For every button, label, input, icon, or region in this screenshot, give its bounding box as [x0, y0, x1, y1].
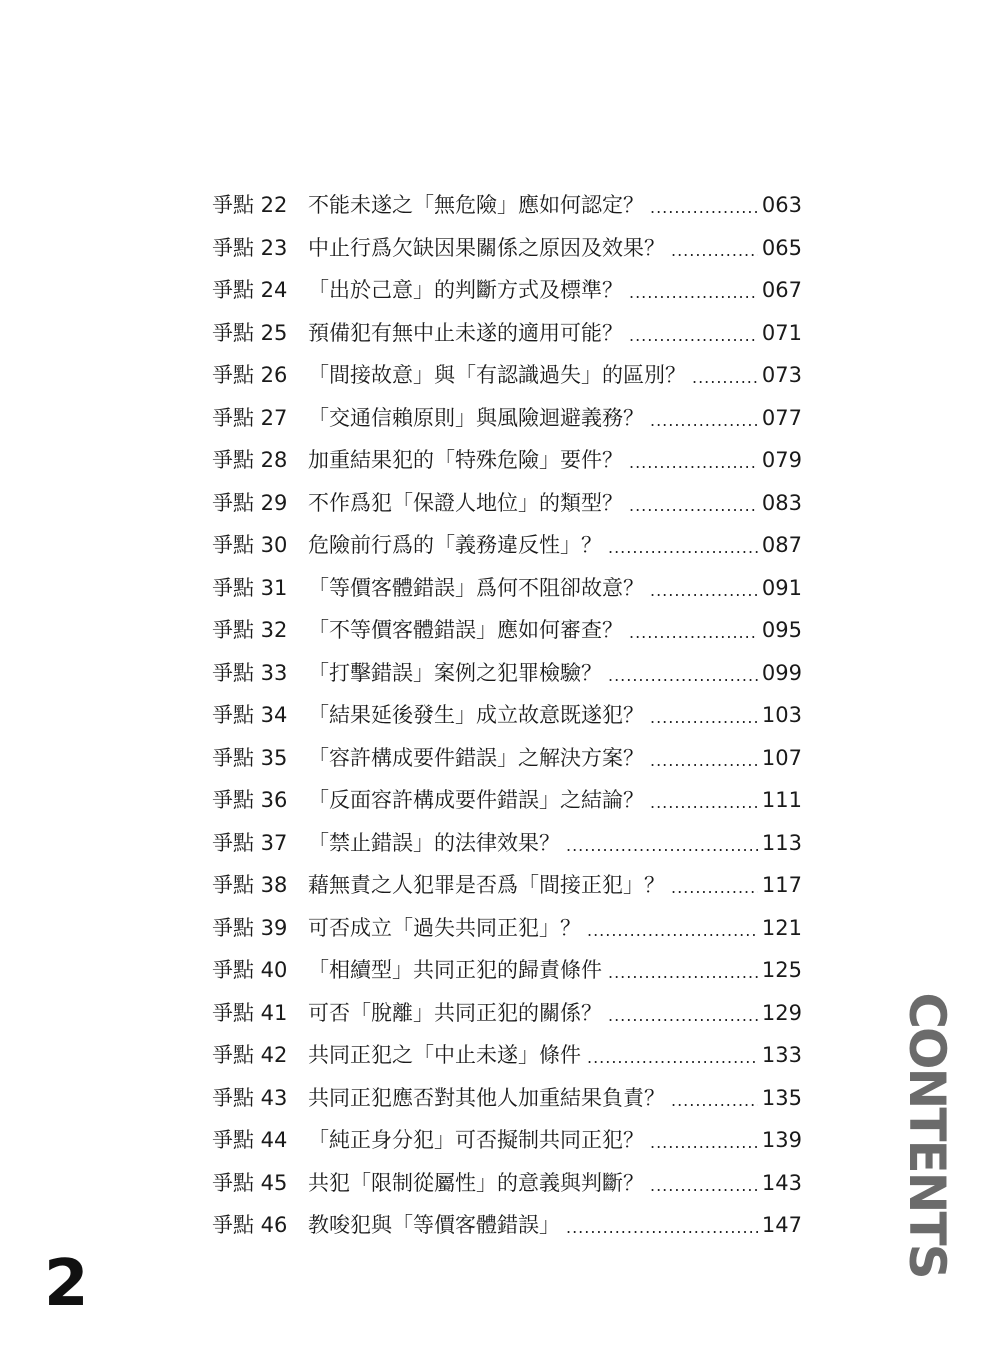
toc-entry-number: 爭點 34 [212, 703, 288, 727]
toc-entry-title: 「相續型」共同正犯的歸責條件 [308, 958, 602, 982]
toc-entry-page: 133 [761, 1043, 802, 1067]
toc-entry[interactable] [212, 567, 802, 610]
toc-entry-title: 不作爲犯「保證人地位」的類型？ [308, 490, 623, 515]
toc-leader-dots [587, 910, 758, 953]
toc-entry-title: 「出於己意」的判斷方式及標準？ [308, 278, 623, 302]
toc-entry-number: 爭點 33 [212, 660, 288, 685]
toc-entry-number: 爭點 31 [212, 575, 288, 600]
toc-entry-page: 135 [761, 1085, 802, 1110]
toc-leader-dots [692, 357, 758, 400]
toc-leader-dots [650, 187, 758, 230]
toc-entry-number: 爭點 30 [212, 533, 288, 557]
page-number: 2 [44, 1247, 89, 1321]
toc-entry[interactable] [212, 779, 802, 822]
toc-entry-page: 073 [761, 363, 802, 387]
toc-leader-dots [587, 1037, 758, 1080]
toc-entry-title: 不能未遂之「無危險」應如何認定？ [308, 193, 644, 217]
toc-entry[interactable] [212, 439, 802, 482]
toc-leader-dots [608, 995, 758, 1038]
toc-entry-number: 爭點 40 [212, 958, 288, 982]
toc-entry-page: 083 [761, 490, 802, 515]
toc-entry-title: 預備犯有無中止未遂的適用可能？ [308, 320, 623, 345]
toc-entry-title: 「容許構成要件錯誤」之解決方案？ [308, 745, 644, 770]
contents-side-label [897, 992, 957, 1278]
toc-entry[interactable] [212, 609, 802, 652]
toc-entry-page: 077 [761, 405, 802, 430]
toc-entry-number: 爭點 43 [212, 1085, 288, 1110]
toc-entry[interactable] [212, 269, 802, 312]
toc-entry-number: 爭點 39 [212, 915, 288, 940]
toc-entry[interactable] [212, 354, 802, 397]
toc-leader-dots [650, 1165, 758, 1208]
toc-leader-dots [608, 952, 758, 995]
toc-entry[interactable] [212, 992, 802, 1035]
toc-entry[interactable] [212, 949, 802, 992]
toc-entry-number: 爭點 32 [212, 618, 288, 642]
toc-leader-dots [650, 400, 758, 443]
toc-entry-page: 099 [761, 660, 802, 685]
toc-entry-title: 「不等價客體錯誤」應如何審查？ [308, 618, 623, 642]
toc-entry-number: 爭點 27 [212, 405, 288, 430]
toc-entry-page: 113 [761, 830, 802, 855]
toc-leader-dots [629, 272, 758, 315]
toc-entry-number: 爭點 26 [212, 363, 288, 387]
toc-entry-page: 121 [761, 915, 802, 940]
toc-leader-dots [650, 1122, 758, 1165]
toc-entry-page: 091 [761, 575, 802, 600]
toc-leader-dots [629, 485, 758, 528]
toc-leader-dots [608, 655, 758, 698]
toc-entry-title: 中止行爲欠缺因果關係之原因及效果？ [308, 235, 665, 260]
toc-entry-number: 爭點 22 [212, 193, 288, 217]
toc-entry[interactable] [212, 482, 802, 525]
toc-entry[interactable] [212, 1034, 802, 1077]
toc-entry-title: 「純正身分犯」可否擬制共同正犯？ [308, 1128, 644, 1152]
toc-entry-title: 「間接故意」與「有認識過失」的區別？ [308, 363, 686, 387]
toc-entry-title: 共犯「限制從屬性」的意義與判斷？ [308, 1170, 644, 1195]
toc-leader-dots [671, 1080, 758, 1123]
toc-leader-dots [629, 442, 758, 485]
toc-leader-dots [566, 1207, 758, 1250]
toc-entry-number: 爭點 28 [212, 448, 288, 472]
table-of-contents [212, 184, 802, 1247]
toc-entry-title: 教唆犯與「等價客體錯誤」 [308, 1213, 560, 1237]
toc-entry-title: 藉無責之人犯罪是否爲「間接正犯」？ [308, 873, 665, 897]
toc-entry[interactable] [212, 1204, 802, 1247]
toc-entry-title: 可否成立「過失共同正犯」？ [308, 915, 581, 940]
toc-leader-dots [629, 612, 758, 655]
toc-entry-page: 079 [761, 448, 802, 472]
toc-entry-title: 共同正犯應否對其他人加重結果負責？ [308, 1085, 665, 1110]
toc-entry-number: 爭點 35 [212, 745, 288, 770]
toc-entry-number: 爭點 41 [212, 1000, 288, 1025]
toc-entry-title: 共同正犯之「中止未遂」條件 [308, 1043, 581, 1067]
contents-side-label-text: CONTENTS [898, 992, 956, 1278]
toc-leader-dots [671, 867, 758, 910]
toc-entry-title: 「打擊錯誤」案例之犯罪檢驗？ [308, 660, 602, 685]
toc-entry-number: 爭點 24 [212, 278, 288, 302]
toc-entry[interactable] [212, 864, 802, 907]
toc-leader-dots [650, 782, 758, 825]
toc-entry-page: 139 [761, 1128, 802, 1152]
toc-entry-page: 095 [761, 618, 802, 642]
toc-entry-title: 「交通信賴原則」與風險迴避義務？ [308, 405, 644, 430]
toc-entry[interactable] [212, 1119, 802, 1162]
toc-entry-number: 爭點 42 [212, 1043, 288, 1067]
toc-entry-page: 147 [761, 1213, 802, 1237]
toc-leader-dots [650, 697, 758, 740]
toc-entry-page: 063 [761, 193, 802, 217]
toc-entry-page: 065 [761, 235, 802, 260]
toc-leader-dots [629, 315, 758, 358]
toc-entry-title: 危險前行爲的「義務違反性」？ [308, 533, 602, 557]
toc-entry[interactable] [212, 694, 802, 737]
toc-leader-dots [608, 527, 758, 570]
toc-entry[interactable] [212, 737, 802, 780]
toc-entry-number: 爭點 38 [212, 873, 288, 897]
toc-leader-dots [650, 740, 758, 783]
toc-entry-page: 107 [761, 745, 802, 770]
toc-entry[interactable] [212, 397, 802, 440]
toc-entry-page: 103 [761, 703, 802, 727]
toc-leader-dots [566, 825, 758, 868]
toc-entry-number: 爭點 45 [212, 1170, 288, 1195]
toc-entry-page: 129 [761, 1000, 802, 1025]
toc-entry[interactable] [212, 822, 802, 865]
toc-entry-number: 爭點 23 [212, 235, 288, 260]
toc-leader-dots [671, 230, 758, 273]
toc-entry-number: 爭點 25 [212, 320, 288, 345]
toc-entry-title: 「等價客體錯誤」爲何不阻卻故意？ [308, 575, 644, 600]
toc-entry-title: 「禁止錯誤」的法律效果？ [308, 830, 560, 855]
toc-entry-page: 067 [761, 278, 802, 302]
toc-entry-number: 爭點 46 [212, 1213, 288, 1237]
toc-entry[interactable] [212, 907, 802, 950]
toc-entry-page: 111 [761, 788, 802, 812]
toc-entry-title: 「反面容許構成要件錯誤」之結論？ [308, 788, 644, 812]
toc-entry[interactable] [212, 1162, 802, 1205]
toc-entry[interactable] [212, 184, 802, 227]
toc-entry-number: 爭點 36 [212, 788, 288, 812]
toc-entry[interactable] [212, 227, 802, 270]
toc-entry-page: 071 [761, 320, 802, 345]
toc-entry-page: 125 [761, 958, 802, 982]
toc-entry[interactable] [212, 524, 802, 567]
toc-entry-number: 爭點 29 [212, 490, 288, 515]
toc-entry[interactable] [212, 652, 802, 695]
toc-entry-number: 爭點 44 [212, 1128, 288, 1152]
toc-entry-title: 可否「脫離」共同正犯的關係？ [308, 1000, 602, 1025]
toc-entry-title: 加重結果犯的「特殊危險」要件？ [308, 448, 623, 472]
toc-entry-page: 117 [761, 873, 802, 897]
toc-leader-dots [650, 570, 758, 613]
toc-entry-number: 爭點 37 [212, 830, 288, 855]
toc-entry[interactable] [212, 312, 802, 355]
toc-entry-title: 「結果延後發生」成立故意既遂犯？ [308, 703, 644, 727]
toc-entry-page: 143 [761, 1170, 802, 1195]
toc-entry[interactable] [212, 1077, 802, 1120]
toc-entry-page: 087 [761, 533, 802, 557]
